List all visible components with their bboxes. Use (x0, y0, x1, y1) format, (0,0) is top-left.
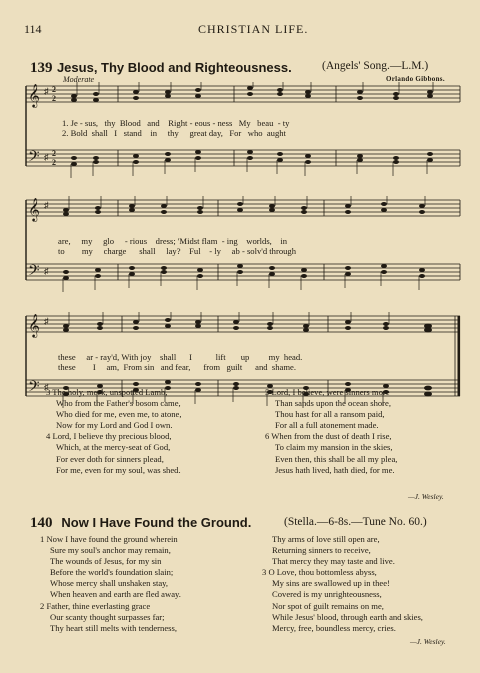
svg-text:𝄞: 𝄞 (28, 83, 40, 107)
svg-text:𝄞: 𝄞 (28, 197, 40, 221)
lyric-system-3-line-2: these I am, From sin and fear, from guilt and shame. (58, 362, 296, 372)
svg-text:2: 2 (52, 149, 56, 158)
hymn-140-header (30, 514, 251, 532)
hymn-140-verses-right: Thy arms of love still open are, Returning sinners to receive, That mercy they may taste and live. 3 O Love, thou bottomless abyss, My sins are swallowed up in thee! Covered is my unrighteousness, Nor spot of guilt remains on me, While Jesus' blood, through earth and skies, Mercy, free, boundless mercy, cries. (262, 534, 423, 633)
hymn-number: 140 (30, 515, 53, 531)
lyric-system-2-line-2: to my charge shall lay? Ful - ly ab - solv'd through (58, 246, 297, 256)
svg-text:♯: ♯ (44, 266, 49, 276)
tune-name: (Angels' Song.—L.M.) (322, 60, 429, 72)
svg-text:♯: ♯ (44, 316, 49, 326)
final-double-bar (458, 316, 461, 396)
running-head-section: CHRISTIAN LIFE. (198, 22, 309, 36)
hymn-139-verses-right: 5 Lord, I believe, were sinners more Than sands upon the ocean shore, Thou hast for all a ransom paid, For all a full atonement made. 6 When from the dust of death I rise, To claim my mansion in the skies, Even then, this shall be all my plea, Jesus hath lived, hath died, for me. (265, 387, 398, 475)
lyric-system-2-line-1: are, my glo - rious dress; 'Midst flam - ing worlds, in (58, 236, 288, 246)
composer: Orlando Gibbons. (386, 75, 445, 83)
svg-text:2: 2 (52, 158, 56, 167)
hymn-140-attribution: —J. Wesley. (410, 637, 446, 646)
svg-text:♯: ♯ (44, 86, 49, 96)
hymn-title: Now I Have Found the Ground. (61, 515, 252, 530)
svg-text:♯: ♯ (44, 200, 49, 210)
svg-text:𝄢: 𝄢 (28, 262, 40, 283)
svg-text:𝄢: 𝄢 (28, 148, 40, 169)
page-number: 114 (24, 22, 42, 36)
hymn-139-verses-left: 3 The holy, meek, unspotted Lamb, Who from the Father's bosom came, Who died for me, even me, to atone, Now for my Lord and God I own. 4 Lord, I believe thy precious blood, Which, at the mercy-seat of God, For ever doth for sinners plead, For me, even for my soul, was shed. (46, 387, 182, 475)
hymn-139-attribution: —J. Wesley. (408, 492, 444, 501)
hymn-140-verses-left: 1 Now I have found the ground wherein Sure my soul's anchor may remain, The wounds of Jesus, for my sin Before the world's foundation slain; Whose mercy shall unshaken stay, When heaven and earth are fled away. 2 Father, thine everlasting grace Our scanty thought surpasses far; Thy heart still melts with tenderness, (40, 534, 181, 633)
svg-text:𝄞: 𝄞 (28, 313, 40, 337)
svg-text:𝄢: 𝄢 (28, 378, 40, 399)
hymn-title: Jesus, Thy Blood and Righteousness. (56, 60, 292, 75)
svg-text:♯: ♯ (44, 382, 49, 392)
svg-text:2: 2 (52, 85, 56, 94)
lyric-system-1-line-1: 1. Je - sus, thy Blood and Right - eous - ness My beau - ty (62, 118, 290, 128)
svg-text:♯: ♯ (44, 152, 49, 162)
tempo-marking: Moderate (63, 75, 95, 84)
lyric-system-3-line-1: these ar - ray'd, With joy shall I lift up my head. (58, 352, 303, 362)
lyric-system-1-line-2: 2. Bold shall I stand in thy great day, For who aught (62, 128, 286, 138)
tune-name: (Stella.—6-8s.—Tune No. 60.) (284, 516, 427, 528)
svg-text:2: 2 (52, 94, 56, 103)
hymn-number: 139 (30, 60, 53, 76)
